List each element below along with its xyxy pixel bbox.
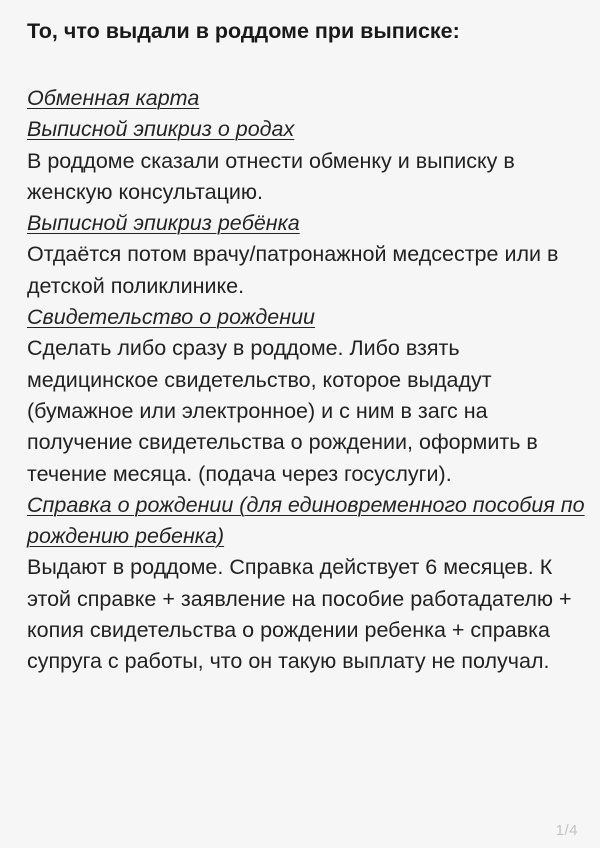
section-text-birth-certificate: Сделать либо сразу в роддоме. Либо взять медицинское свидетельство, которое выдадут (бумажное или электронное) и с ним в загс на получение свидетельства о рождении, оформить в течение месяца. (подача через госуслуги). — [27, 336, 538, 486]
section-exchange-card — [27, 83, 587, 114]
section-text-birth-reference: Выдают в роддоме. Справка действует 6 месяцев. К этой справке + заявление на пособие работадателю + копия свидетельства о рождении ребенка + справка супруга с работы, что он такую выплату не получал. — [27, 555, 572, 674]
section-heading-birth-discharge-summary[interactable]: Выписной эпикриз о родах — [27, 117, 295, 142]
section-text-birth-discharge-summary: В роддоме сказали отнести обменку и выписку в женскую консультацию. — [27, 148, 515, 204]
note-title: То, что выдали в роддоме при выписке: — [27, 19, 460, 43]
section-heading-birth-certificate[interactable]: Свидетельство о рождении — [27, 305, 315, 330]
section-birth-certificate — [27, 302, 587, 490]
page-indicator: 1/4 — [555, 822, 578, 839]
note-body — [27, 16, 587, 678]
section-birth-reference — [27, 490, 587, 678]
section-birth-discharge-summary — [27, 114, 587, 208]
section-text-child-discharge-summary: Отдаётся потом врачу/патронажной медсестре или в детской поликлинике. — [27, 242, 559, 298]
section-child-discharge-summary — [27, 208, 587, 302]
section-heading-exchange-card[interactable]: Обменная карта — [27, 86, 200, 110]
section-heading-child-discharge-summary[interactable]: Выписной эпикриз ребёнка — [27, 211, 300, 236]
section-heading-birth-reference[interactable]: Справка о рождении (для единовременного пособия по рождению ребенка) — [27, 492, 585, 549]
